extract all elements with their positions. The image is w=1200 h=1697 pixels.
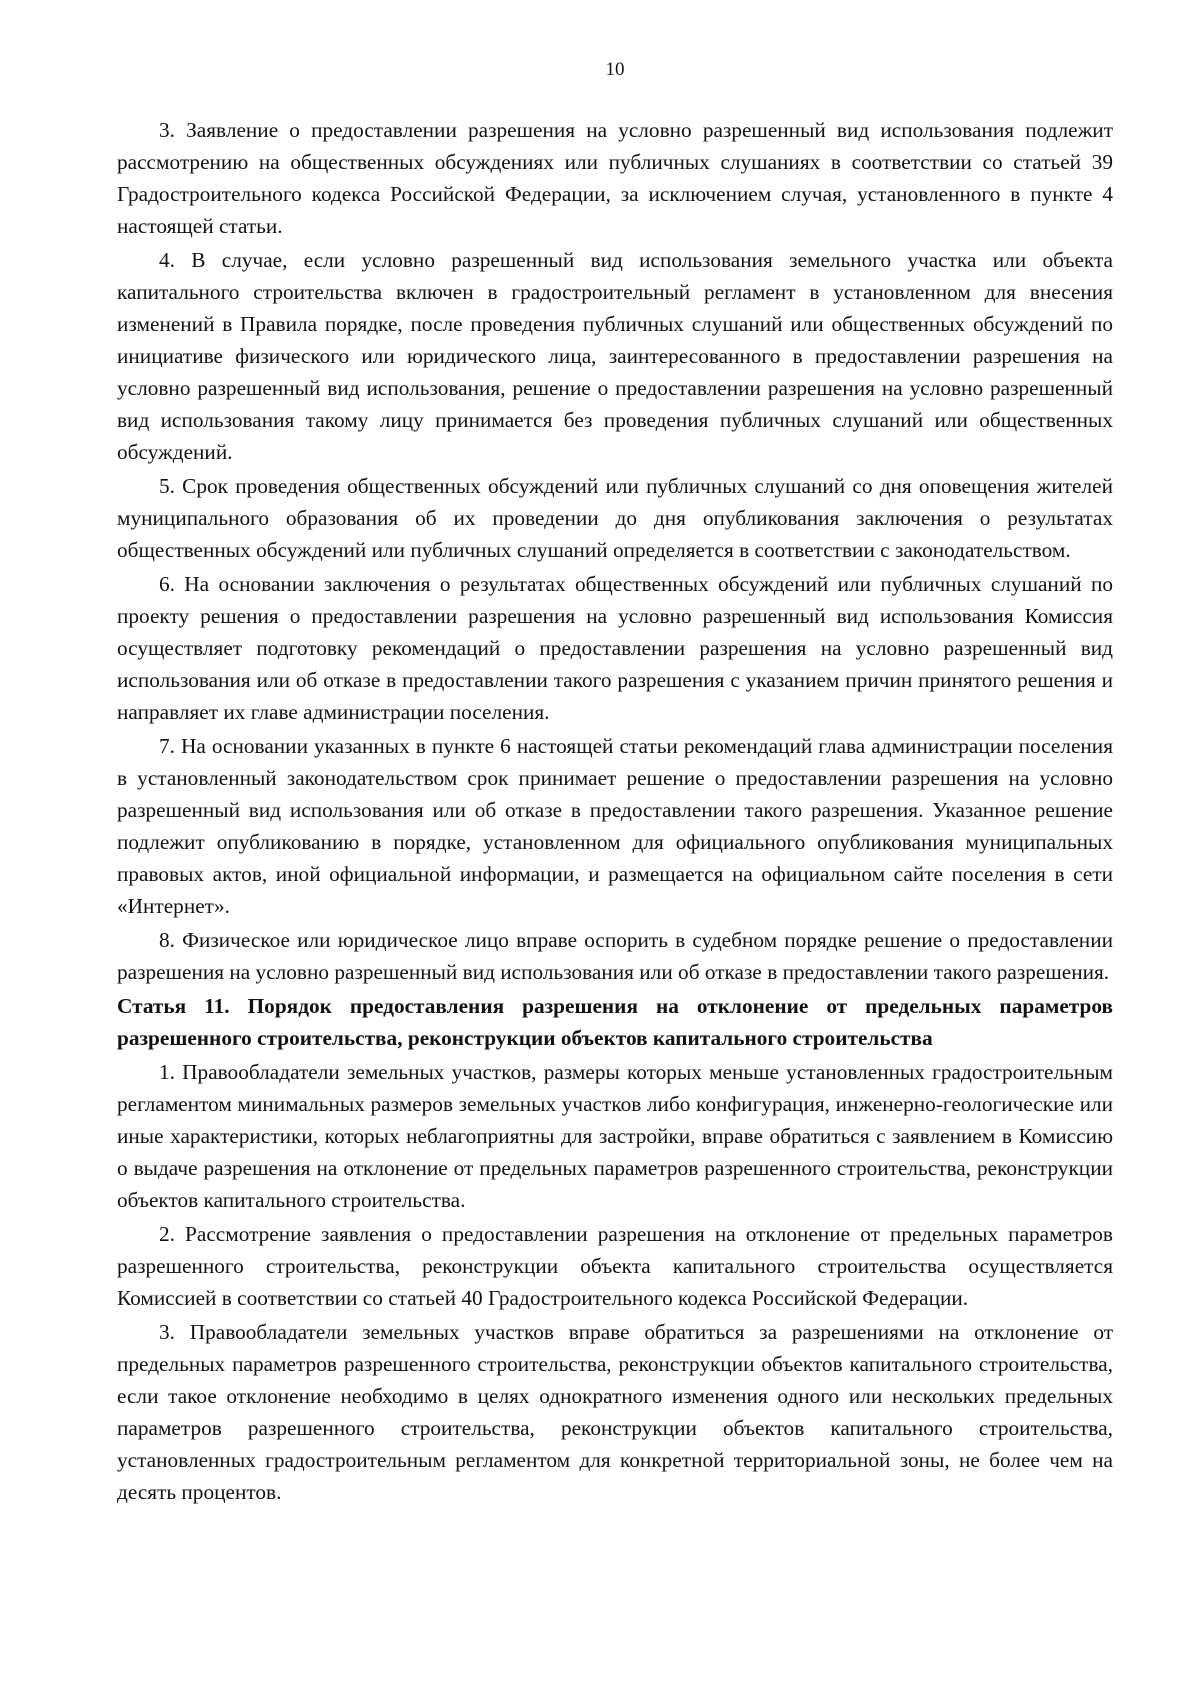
- article-11-paragraph-2: 2. Рассмотрение заявления о предоставлении разрешения на отклонение от предельных параметров разрешенного строительства, реконструкции объекта капитального строительства осуществляется Комиссией в соответствии со статьей 40 Градостроительного кодекса Российской Федерации.: [117, 1222, 1113, 1310]
- article-11-paragraph-1: 1. Правообладатели земельных участков, размеры которых меньше установленных градостроительным регламентом минимальных размеров земельных участков либо конфигурация, инженерно-геологические или иные характеристики, которых неблагоприятны для застройки, вправе обратиться с заявлением в Комиссию о выдаче разрешения на отклонение от предельных параметров разрешенного строительства, реконструкции объектов капитального строительства.: [117, 1060, 1113, 1212]
- article-heading: Статья 11. Порядок предоставления разрешения на отклонение от предельных параметров разрешенного строительства, реконструкции объектов капитального строительства: [117, 994, 1113, 1050]
- paragraph-item-5: 5. Срок проведения общественных обсуждений или публичных слушаний со дня оповещения жителей муниципального образования об их проведении до дня опубликования заключения о результатах общественных обсуждений или публичных слушаний определяется в соответствии с законодательством.: [117, 474, 1113, 562]
- paragraph-item-6: 6. На основании заключения о результатах общественных обсуждений или публичных слушаний по проекту решения о предоставлении разрешения на условно разрешенный вид использования Комиссия осуществляет подготовку рекомендаций о предоставлении разрешения на условно разрешенный вид использования или об отказе в предоставлении такого разрешения с указанием причин принятого решения и направляет их главе администрации поселения.: [117, 572, 1113, 724]
- paragraph-item-7: 7. На основании указанных в пункте 6 настоящей статьи рекомендаций глава администрации поселения в установленный законодательством срок принимает решение о предоставлении разрешения на условно разрешенный вид использования или об отказе в предоставлении такого разрешения. Указанное решение подлежит опубликованию в порядке, установленном для официального опубликования муниципальных правовых актов, иной официальной информации, и размещается на официальном сайте поселения в сети «Интернет».: [117, 734, 1113, 918]
- paragraph-item-8: 8. Физическое или юридическое лицо вправе оспорить в судебном порядке решение о предоставлении разрешения на условно разрешенный вид использования или об отказе в предоставлении такого разрешения.: [117, 928, 1113, 984]
- page-number: 10: [605, 59, 625, 80]
- article-11-paragraph-3: 3. Правообладатели земельных участков вправе обратиться за разрешениями на отклонение от предельных параметров разрешенного строительства, реконструкции объектов капитального строительства, если такое отклонение необходимо в целях однократного изменения одного или нескольких предельных параметров разрешенного строительства, реконструкции объектов капитального строительства, установленных градостроительным регламентом для конкретной территориальной зоны, не более чем на десять процентов.: [117, 1320, 1113, 1504]
- paragraph-item-4: 4. В случае, если условно разрешенный вид использования земельного участка или объекта капитального строительства включен в градостроительный регламент в установленном для внесения изменений в Правила порядке, после проведения публичных слушаний или общественных обсуждений по инициативе физического или юридического лица, заинтересованного в предоставлении разрешения на условно разрешенный вид использования, решение о предоставлении разрешения на условно разрешенный вид использования такому лицу принимается без проведения публичных слушаний или общественных обсуждений.: [117, 248, 1113, 464]
- document-body: [117, 114, 1113, 1508]
- paragraph-item-3: 3. Заявление о предоставлении разрешения на условно разрешенный вид использования подлежит рассмотрению на общественных обсуждениях или публичных слушаниях в соответствии со статьей 39 Градостроительного кодекса Российской Федерации, за исключением случая, установленного в пункте 4 настоящей статьи.: [117, 118, 1113, 238]
